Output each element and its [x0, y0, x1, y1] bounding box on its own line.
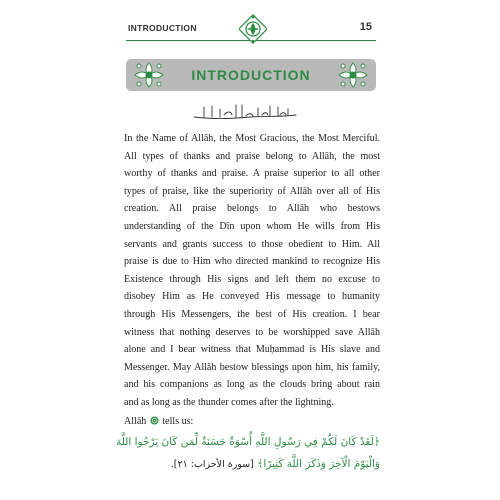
running-header	[126, 20, 376, 41]
paragraph-line: and as long as the thunder comes after the lightning.	[124, 396, 334, 408]
paragraph-line: through His Messengers, the best of His creation. I bear	[124, 308, 380, 320]
paragraph-line: creation. All praise belongs to Allāh who bestows	[124, 203, 380, 215]
paragraph-line: In the Name of Allāh, the Most Gracious, the Most Merciful.	[124, 133, 380, 144]
paragraph-line: disobey Him as He conveyed His message to humanity	[124, 291, 380, 303]
paragraph-line: Messenger. May Allāh bestow blessings upon him, his family,	[124, 361, 380, 373]
paragraph-line: understanding of the Dīn upon whom He wills from His	[124, 220, 380, 232]
floral-emblem-icon	[239, 14, 267, 44]
quran-verse-line-2	[170, 456, 380, 473]
paragraph-line: types of praise, like the superiority of Allāh over all of His	[124, 185, 380, 197]
chapter-title: INTRODUCTION	[191, 67, 311, 83]
title-banner	[126, 59, 376, 91]
quote-intro	[124, 414, 193, 430]
paragraph-line: and his companions as long as the clouds bring about rain	[124, 379, 380, 391]
fleur-ornament-icon	[337, 61, 369, 89]
page-number: 15	[359, 21, 372, 33]
paragraph-line: praise is due to Him who directed mankind to recognize His	[124, 256, 380, 268]
paragraph-line: All types of thanks and praise belong to Allāh, the most	[124, 150, 380, 162]
honorific-seal-icon	[150, 416, 159, 425]
paragraph-line: witness that nothing deserves to be worshipped save Allāh	[124, 326, 380, 338]
basmala-calligraphy	[190, 101, 300, 123]
paragraph-line: servants and grants success to those obedient to Him. All	[124, 238, 380, 250]
paragraph-line: Existence through His signs and left them no excuse to	[124, 273, 380, 285]
quote-intro-before: Allāh	[124, 416, 147, 427]
introduction-paragraph	[124, 130, 380, 412]
paragraph-line: worthy of thanks and praise. A praise superior to all other	[124, 168, 380, 180]
quran-verse-text: وَالْيَوْمَ الْآخِرَ وَذَكَرَ اللَّهَ كَثِيرًا﴾	[257, 458, 380, 470]
running-header-label: INTRODUCTION	[128, 23, 197, 33]
quote-intro-after: tells us:	[162, 416, 194, 427]
paragraph-line: alone and I bear witness that Muḥammad is His slave and	[124, 344, 380, 356]
verse-reference: [سورة الأحزاب: ٢١].	[170, 459, 254, 470]
quran-verse-line-1: ﴿لَقَدْ كَانَ لَكُمْ فِي رَسُولِ اللَّهِ أُسْوَةٌ حَسَنَةٌ لِّمَن كَانَ يَرْجُوا اللَّهَ	[116, 436, 380, 448]
